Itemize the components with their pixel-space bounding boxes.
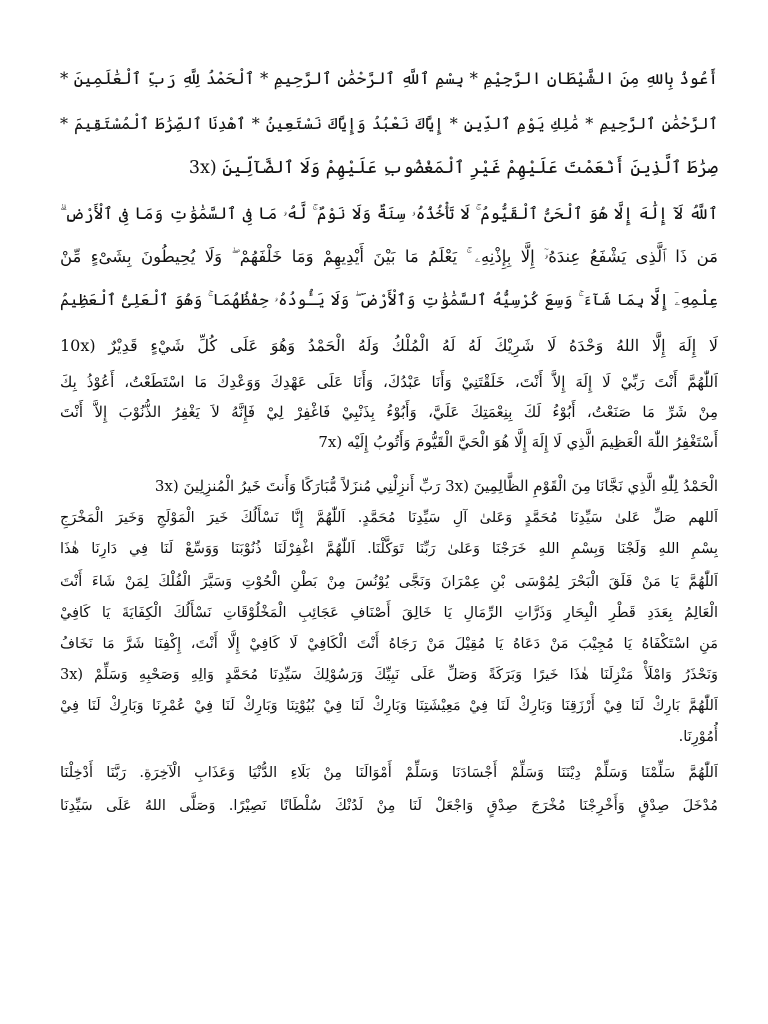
closing-section (60, 757, 718, 823)
dua-musa-line: اَللّٰهُمَّ بَارِكْ لَنَا فِيْ أَرْزَقِنَا وَبَارِكْ لَنَا فِيْ مَعِيْشَتِنَا وَبَارِكْ لَنَا فِيْ بُيُوْتِنَا وَبَارِكْ لَنَا فِيْ عُمْرِنَا وَبَارِكْ لَنَا فِيْ (60, 698, 718, 714)
hamd-line: الْحَمْدُ لِلّٰهِ الَّذِي نَجَّانَا مِنَ الْقَوْمِ الظَّالِمِينَ (3x رَبِّ أَنزِلْنِي مُنزَلاً مُّبَارَكًا وَأَنتَ خَيرُ الْمُنزِلِينَ (3x (154, 477, 718, 495)
istighfar-line: أَسْتَغْفِرُ اللّٰهَ الْعَظِيمَ الَّذِي لَا إِلَهَ إِلَّا هُوَ الْحَيَّ الْقَيُّومَ وَأَتُوبُ إِلَيْه (7x (318, 433, 718, 451)
ayat-kursi-section (60, 192, 718, 321)
salawat-line: بِسْمِ اللهِ وَلَجْنَا وَبِسْمِ اللهِ خَرَجْنَا وَعَلىٰ رَبِّنَا تَوَكَّلْنَا. اَللّٰهُمَّ اغْفِرْلَنَا ذُنُوْبَنَا وَوَسِّعْ لَنَا فِي دَارِنَا هٰذَا (60, 541, 718, 557)
istighfar-line: اَللّٰهُمَّ أَنْتَ رَبِّيْ لَا إِلَهَ إِلاَّ أَنْتَ، خَلَقْتَنِيْ وَأَنَا عَبْدُكَ، وَأَنَا عَلَى عَهْدِكَ وَوَعْدِكَ مَا اسْتَطَعْتُ، أَعُوْذُ بِكَ (60, 373, 718, 391)
dua-musa-line: وَنَحْذَرُ وَامْلَأْ مَنْزِلَنَا هٰذَا خَيرًا وَبَرَكَةً وَصَلِّ عَلَى نَبِيِّكَ وَرَسُوْلِكَ سَيِّدِنَا مُحَمَّدٍ وَالِهِ وَصَحْبِهِ وَسَلِّمْ (3x (60, 667, 718, 683)
tahlil-section (60, 329, 718, 363)
dua-musa-line: اَللّٰهُمَّ يَا مَنْ فَلَقَ الْبَحْرَ لِمُوْسَى بْنِ عِمْرَانَ وَنَجَّى يُوْنُسَ مِنْ بَطْنِ الْحُوْتِ وَسَيَّرَ الْفُلْكَ لِمَنْ شَاءَ أَنْتَ (60, 574, 718, 590)
dua-musa-section (60, 567, 718, 753)
dua-musa-line: الْعَالِمُ بِعَدَدِ قَطْرِ الْبِحَارِ وَذَرَّاتِ الرِّمَالِ يَا خَالِقَ أَصْنَافِ عَجَائِبِ الْمَخْلُوْقَاتِ نَسْأَلُكَ الْكِفَايَةَ يَا كَافِيْ (60, 605, 718, 621)
closing-line: مُدْخَلَ صِدْقٍ وَأَخْرِجْنَا مُخْرَجَ صِدْقٍ وَاجْعَلْ لَنَا مِنْ لَدُنْكَ سُلْطَانًا نَصِيْرًا. وَصَلَّى اللهُ عَلَى سَيِّدِنَا (60, 798, 718, 814)
tahlil-line: لَا إِلَهَ إِلَّا اللهُ وَحْدَهُ لَا شَرِيْكَ لَهُ لَهُ الْمُلْكُ وَلَهُ الْحَمْدُ وَهُوَ عَلَى كُلِّ شَيْءٍ قَدِيْرٌ (10x (60, 336, 718, 355)
istighfar-section (60, 367, 718, 457)
salawat-section (60, 503, 718, 565)
hamd-section (60, 471, 718, 501)
ayat-kursi-line: عِلْمِهِۦٓ إِلَّا بِمَا شَآءَ ۚ وَسِعَ كُرْسِيُّهُ ٱلسَّمَٰوَٰتِ وَٱلْأَرْضَ ۖ وَلَا يَـُٔودُهُۥ حِفْظُهُمَا ۚ وَهُوَ ٱلْعَلِىُّ ٱلْعَظِيمُ (60, 290, 718, 309)
dua-musa-line: أُمُوْرِنَا. (678, 729, 718, 745)
salawat-line: اَللهم صَلِّ عَلىٰ سَيِّدِنَا مُحَمَّدٍ وَعَلىٰ آلِ سَيِّدِنَا مُحَمَّدٍ. اَللّٰهُمَّ إِنَّا نَسْأَلُكَ خَيرَ الْمَوْلَجِ وَخَيرَ الْمَخْرَجِ (60, 510, 718, 526)
fatiha-line: صِرَٰطَ ٱلَّذِينَ أَنْعَمْتَ عَلَيْهِمْ غَيْرِ ٱلْمَغْضُوبِ عَلَيْهِمْ وَلَا ٱلضَّآلِّينَ (3x (188, 158, 718, 178)
dua-musa-line: مَنِ اسْتَكْفَاهُ يَا مُجِيْبَ مَنْ دَعَاهُ يَا مُقِيْلَ مَنْ رَجَاهُ أَنْتَ الْكَافِيْ لَا كَافِيْ إِلَّا أَنْتَ، إِكْفِنَا شَرَّ مَا نَخَافُ (60, 636, 718, 652)
istighfar-line: مِنْ شَرِّ مَا صَنَعْتُ، أَبُوْءُ لَكَ بِنِعْمَتِكَ عَلَيَّ، وَأَبُوْءُ بِذَنْبِيْ فَاغْفِرْ لِيْ فَإِنَّهُ لاَ يَغْفِرُ الذُّنُوْبَ إِلاَّ أَنْتَ (60, 403, 718, 421)
ayat-kursi-line: مَن ذَا ٱلَّذِى يَشْفَعُ عِندَهُۥٓ إِلَّا بِإِذْنِهِۦ ۚ يَعْلَمُ مَا بَيْنَ أَيْدِيهِمْ وَمَا خَلْفَهُمْ ۖ وَلَا يُحِيطُونَ بِشَىْءٍ مِّنْ (60, 247, 718, 266)
fatiha-section (60, 56, 718, 191)
fatiha-line: أَعُوذُ بِاللهِ مِنَ الشَّيْطَانِ الرَّجِيْمِ * بِسْمِ ٱللَّهِ ٱلرَّحْمَٰنِ ٱلرَّحِيمِ * ٱلْحَمْدُ لِلَّهِ رَبِّ ٱلْعَٰلَمِينَ * (60, 69, 718, 88)
closing-line: اَللّٰهُمَّ سَلِّمْنَا وَسَلِّمْ دِيْنَنَا وَسَلِّمْ أَجْسَادَنَا وَسَلِّمْ أَمْوَالَنَا مِنْ بَلَاءِ الدُّنْيَا وَعَذَابِ الْآخِرَةِ. رَبَّنَا أَدْخِلْنَا (60, 765, 718, 781)
fatiha-line: ٱلرَّحْمَٰنِ ٱلرَّحِيمِ * مَٰلِكِ يَوْمِ ٱلدِّينِ * إِيَّاكَ نَعْبُدُ وَإِيَّاكَ نَسْتَعِينُ * ٱهْدِنَا ٱلصِّرَٰطَ ٱلْمُسْتَقِيمَ * (60, 114, 718, 133)
ayat-kursi-line: ٱللَّهُ لَآ إِلَٰهَ إِلَّا هُوَ ٱلْحَىُّ ٱلْقَيُّومُ ۚ لَا تَأْخُذُهُۥ سِنَةٌ وَلَا نَوْمٌ ۚ لَّهُۥ مَا فِى ٱلسَّمَٰوَٰتِ وَمَا فِى ٱلْأَرْضِ ۗ (60, 204, 718, 223)
document-page (60, 56, 718, 986)
